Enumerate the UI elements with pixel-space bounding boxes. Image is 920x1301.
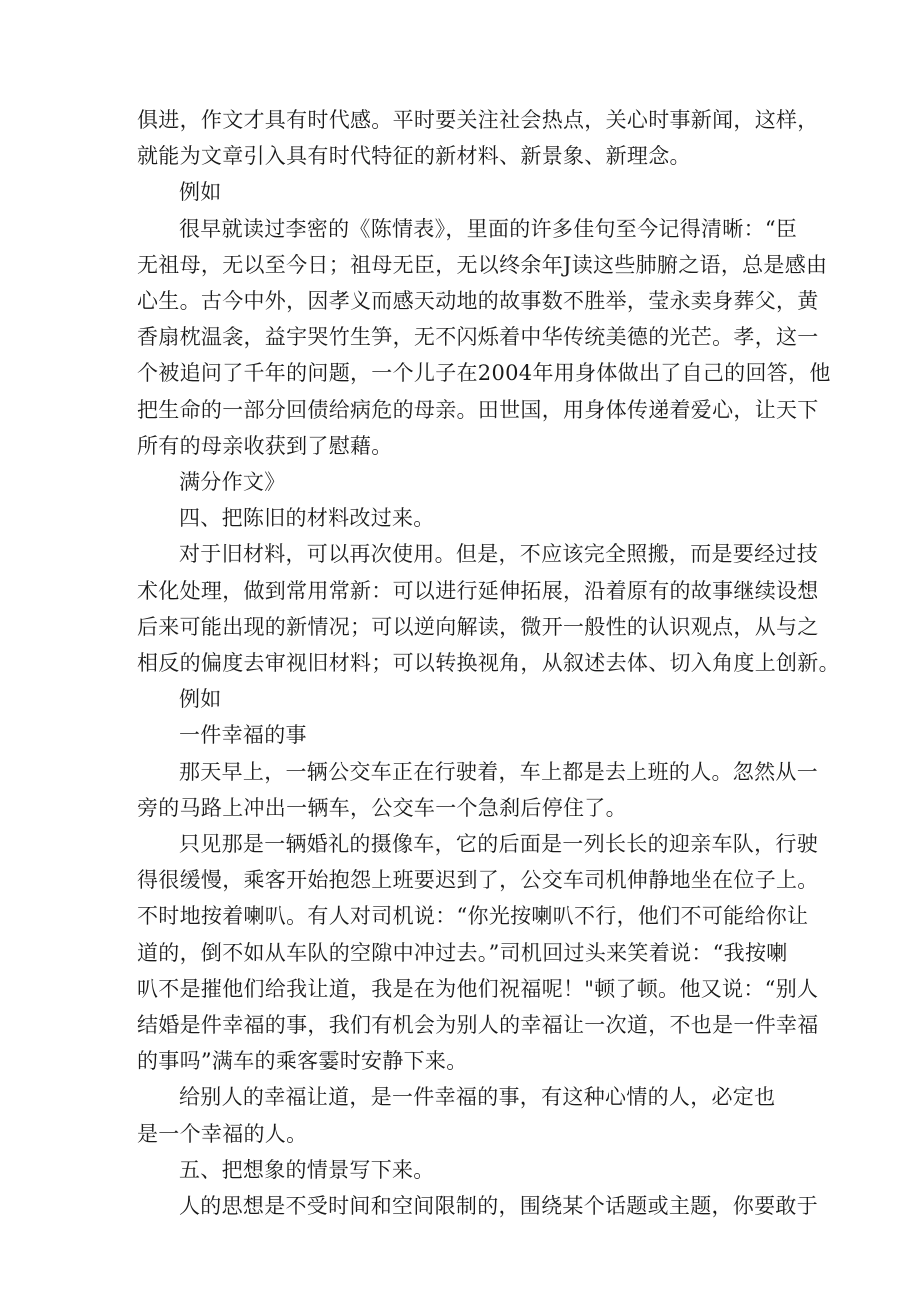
paragraph [137,464,787,500]
text-line: 例如 [179,180,222,205]
text-line: 不时地按着喇叭。有人对司机说：“你光按喇叭不行，他们不可能给你让 [137,904,809,929]
text-line: 相反的偏度去审视旧材料；可以转换视角，从叙述去体、切入角度上创新。 [137,651,840,676]
text-line: 俱进，作文才具有时代感。平时要关注社会热点，关心时事新闻，这样， [137,108,819,132]
text-line: 就能为文章引入具有时代特征的新材料、新景象、新理念。 [137,144,691,169]
text-line: 四、把陈旧的材料改过来。 [179,506,435,531]
paragraph [137,681,787,717]
text-line: 得很缓慢，乘客开始抱怨上班要迟到了，公交车司机伸静地坐在位子上。 [137,868,819,893]
text-line: 旁的马路上冲出一辆车，公交车一个急刹后停住了。 [137,795,627,820]
paragraph [137,102,819,174]
text-line: 只见那是一辆婚礼的摄像车，它的后面是一列长长的迎亲车队，行驶 [179,832,818,857]
document-page [137,102,840,1224]
text-line: 是一个幸福的人。 [137,1121,308,1146]
text-line: 满分作文》 [179,470,286,495]
paragraph [137,826,819,1079]
text-line: 对于旧材料，可以再次使用。但是，不应该完全照搬，而是要经过技 [179,542,818,567]
paragraph [137,754,818,826]
text-line: 人的思想是不受时间和空间限制的，围绕某个话题或主题，你要敢于 [179,1194,818,1219]
text-line: 把生命的一部分回债给病危的母亲。田世国，用身体传递着爱心，让天下 [137,397,819,422]
text-line: 一件幸福的事 [179,723,307,748]
paragraph [137,1152,787,1188]
text-line: 无祖母，无以至今日；祖母无臣，无以终余年J读这些肺腑之语，总是感由 [137,252,828,277]
paragraph [137,211,831,464]
text-line: 的事吗”满车的乘客霎时安静下来。 [137,1049,468,1074]
paragraph [137,500,787,536]
text-line: 个被追问了千年的问题，一个儿子在2004年用身体做出了自己的回答，他 [137,361,831,386]
paragraph [137,536,840,681]
paragraph [137,174,787,210]
text-line: 例如 [179,687,222,712]
text-line: 术化处理，做到常用常新：可以进行延伸拓展，沿着原有的故事继续设想 [137,578,819,603]
text-line: 心生。古今中外，因孝义而感天动地的故事数不胜举，莹永卖身葬父，黄 [137,289,819,314]
text-line: 很早就读过李密的《陈情表》，里面的许多佳句至今记得清晰：“臣 [179,216,798,241]
text-line: 后来可能出现的新情况；可以逆向解读，微开一般性的认识观点，从与之 [137,614,819,639]
paragraph [137,1079,787,1151]
text-line: 道的，倒不如从车队的空隙中冲过去。”司机回过头来笑着说：“我按喇 [137,940,788,965]
text-line: 叭不是摧他们给我让道，我是在为他们祝福呢！"顿了顿。他又说：“别人 [137,976,819,1001]
paragraph [137,717,787,753]
text-line: 给别人的幸福让道，是一件幸福的事，有这种心情的人，必定也 [179,1085,776,1110]
text-line: 那天早上，一辆公交车正在行驶着，车上都是去上班的人。忽然从一 [179,759,818,784]
paragraph [137,1188,818,1224]
text-line: 五、把想象的情景写下来。 [179,1157,435,1182]
text-line: 结婚是件幸福的事，我们有机会为别人的幸福让一次道，不也是一件幸福 [137,1013,819,1038]
text-line: 香扇枕温衾，益宇哭竹生笋，无不闪烁着中华传统美德的光芒。孝，这一 [137,325,819,350]
text-line: 所有的母亲收获到了慰藉。 [137,433,393,458]
